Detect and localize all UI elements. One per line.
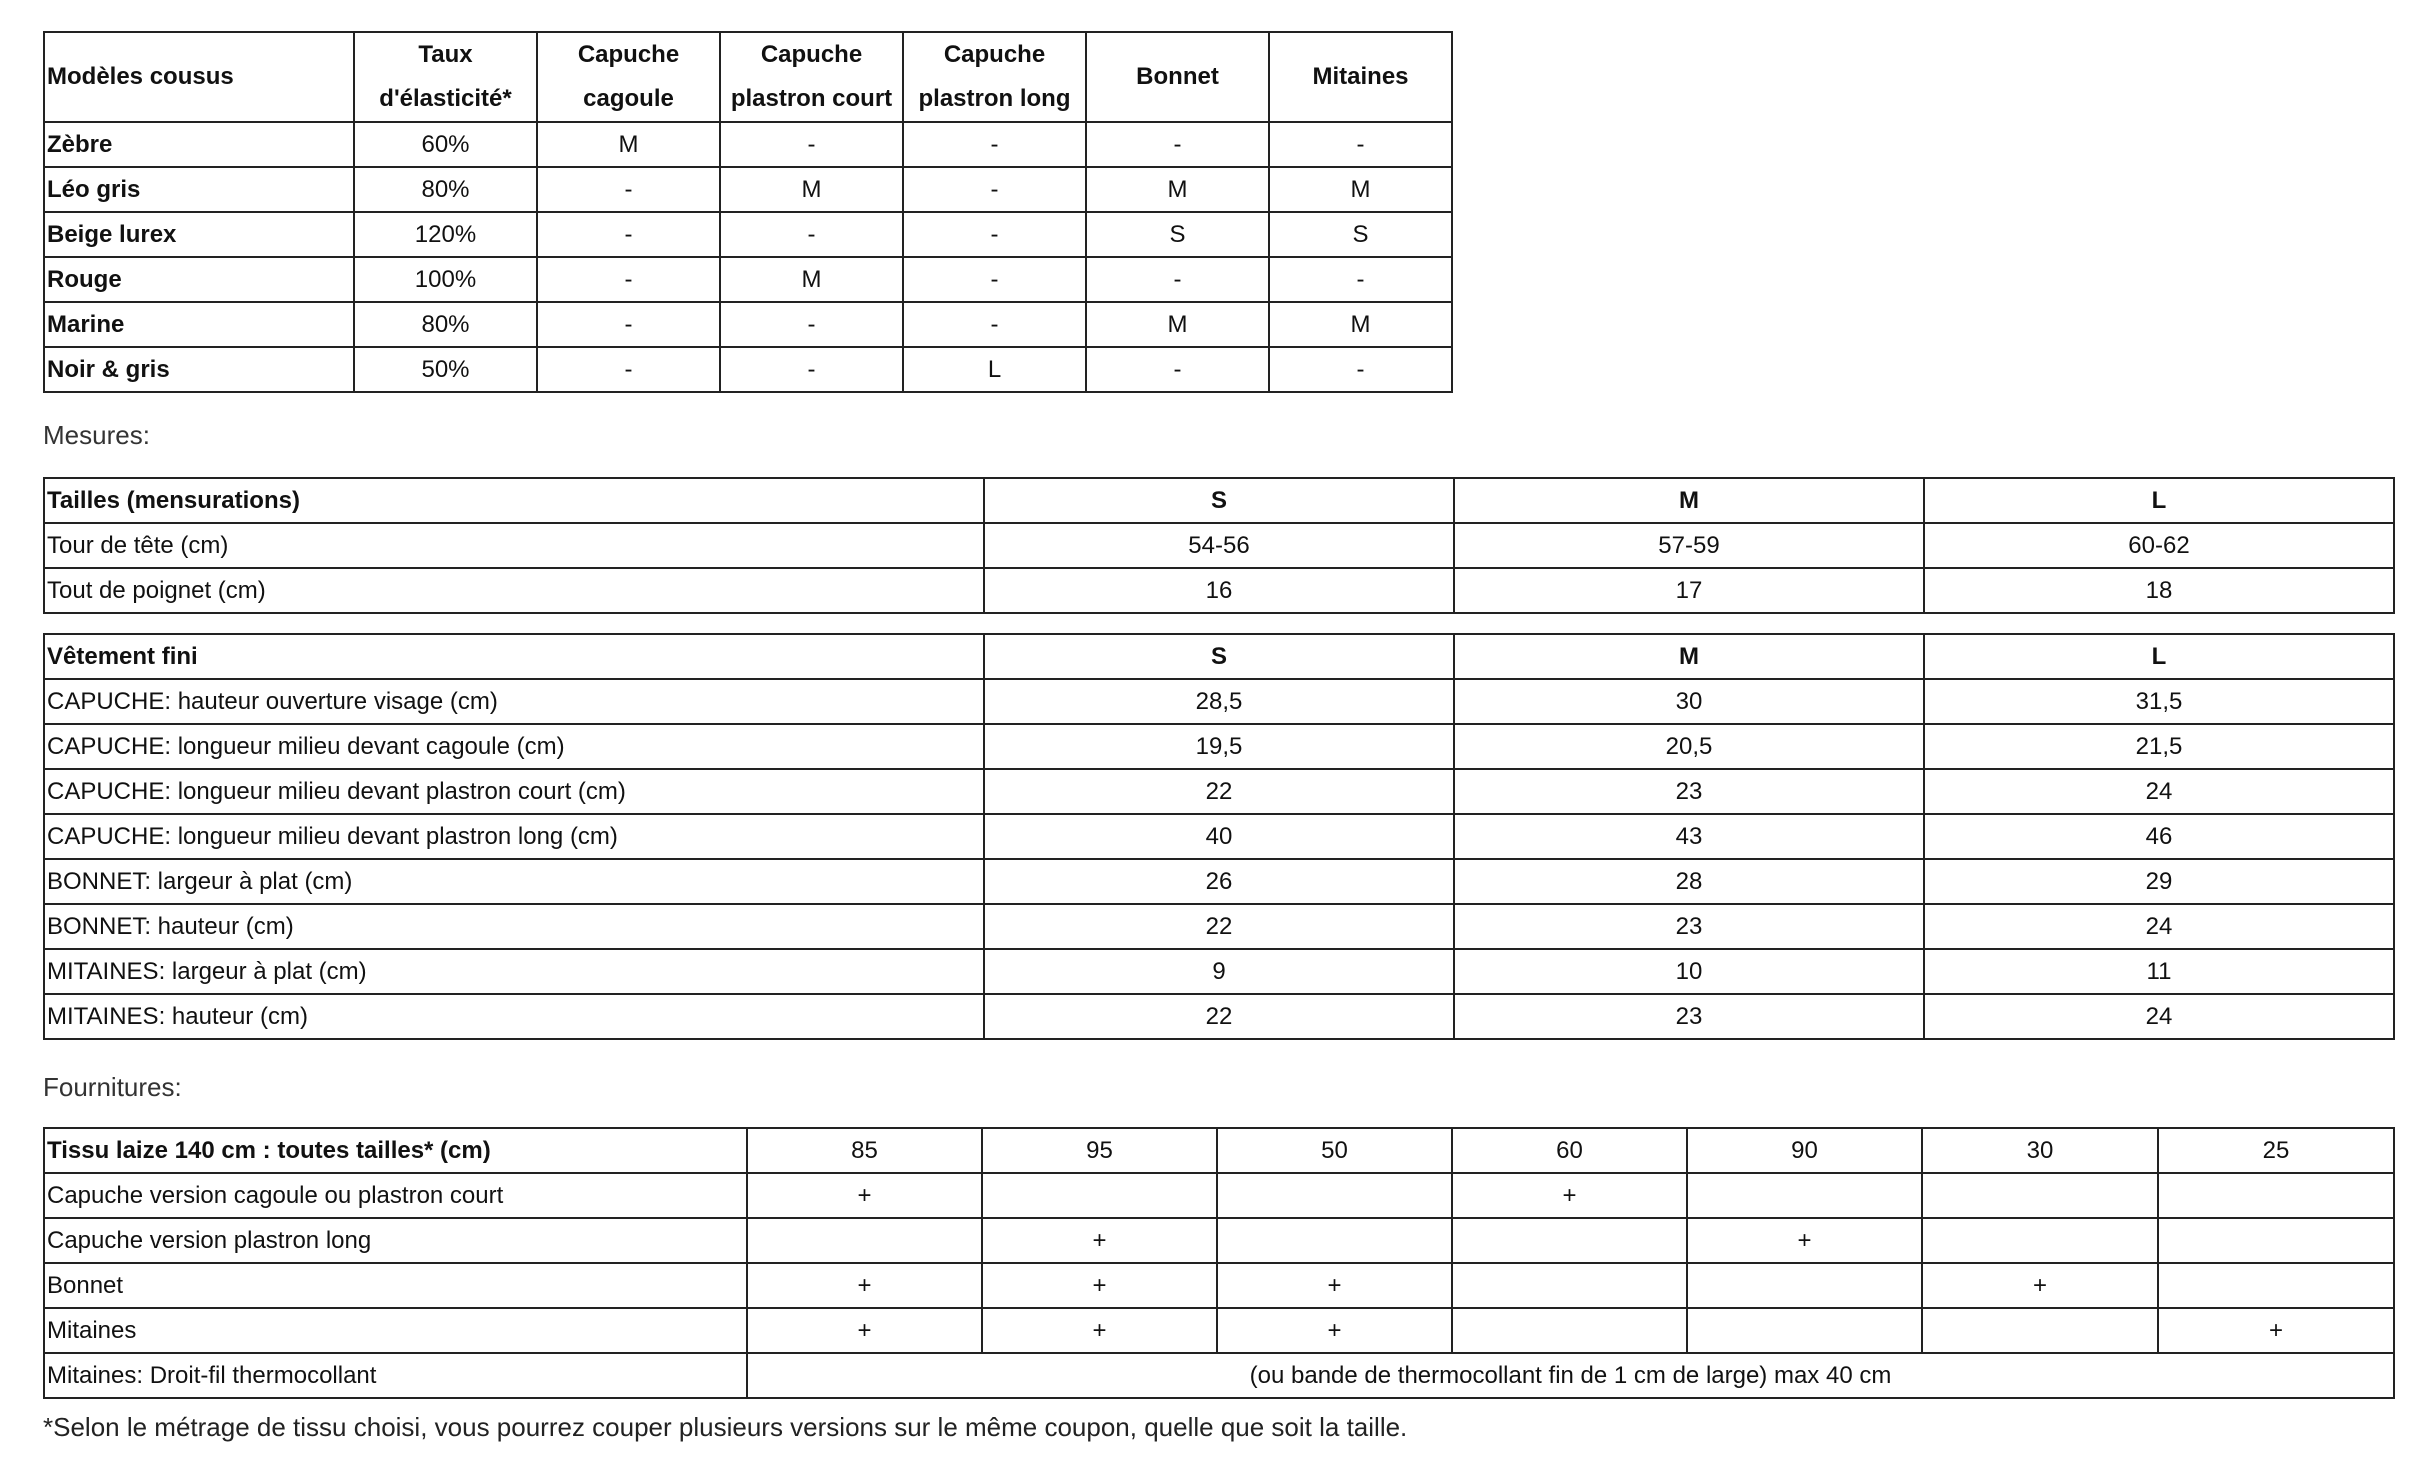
table-cell: 31,5 (1924, 679, 2394, 724)
table-cell: 30 (1454, 679, 1924, 724)
table-cell (1922, 1218, 2158, 1263)
table-row (44, 679, 2394, 724)
table-cell (1217, 1218, 1452, 1263)
table-cell: CAPUCHE: hauteur ouverture visage (cm) (44, 679, 984, 724)
table-row (44, 122, 1452, 167)
table-cell: - (720, 347, 903, 392)
table-cell: + (1687, 1218, 1922, 1263)
table-cell: Zèbre (44, 122, 354, 167)
table-row (44, 302, 1452, 347)
header-cell: 90 (1687, 1128, 1922, 1173)
table-cell: 26 (984, 859, 1454, 904)
table-cell: 22 (984, 994, 1454, 1039)
header-cell: Mitaines (1269, 32, 1452, 122)
sizes-table (43, 477, 2395, 614)
table-cell: - (537, 257, 720, 302)
header-cell: 50 (1217, 1128, 1452, 1173)
table-cell: - (903, 167, 1086, 212)
table-cell: - (1269, 257, 1452, 302)
table-cell (1452, 1218, 1687, 1263)
table-cell: S (1269, 212, 1452, 257)
table-cell: 50% (354, 347, 537, 392)
models-table (43, 31, 1453, 393)
table-cell: M (1086, 167, 1269, 212)
table-cell: Rouge (44, 257, 354, 302)
table-cell: 54-56 (984, 523, 1454, 568)
table-cell: 22 (984, 904, 1454, 949)
header-cell: 25 (2158, 1128, 2394, 1173)
table-cell: 23 (1454, 904, 1924, 949)
table-cell: - (903, 122, 1086, 167)
table-cell (2158, 1218, 2394, 1263)
table-cell: MITAINES: hauteur (cm) (44, 994, 984, 1039)
models-table-body (44, 122, 1452, 392)
table-cell: - (903, 257, 1086, 302)
table-row (44, 212, 1452, 257)
models-header-row (44, 32, 1452, 122)
table-cell: Noir & gris (44, 347, 354, 392)
table-cell: + (1922, 1263, 2158, 1308)
header-cell: Capuche cagoule (537, 32, 720, 122)
table-row (44, 568, 2394, 613)
finished-table-body (44, 679, 2394, 1039)
header-cell: Tailles (mensurations) (44, 478, 984, 523)
finished-header-row (44, 634, 2394, 679)
header-cell: Taux d'élasticité* (354, 32, 537, 122)
table-cell: CAPUCHE: longueur milieu devant plastron long (cm) (44, 814, 984, 859)
table-cell: + (747, 1263, 982, 1308)
table-cell: Léo gris (44, 167, 354, 212)
header-cell: Bonnet (1086, 32, 1269, 122)
table-cell: Capuche version cagoule ou plastron court (44, 1173, 747, 1218)
table-cell: - (1086, 257, 1269, 302)
header-cell: Capuche plastron long (903, 32, 1086, 122)
table-row (44, 167, 1452, 212)
table-cell: + (982, 1218, 1217, 1263)
header-cell: 60 (1452, 1128, 1687, 1173)
table-cell: + (1217, 1308, 1452, 1353)
table-cell: M (720, 167, 903, 212)
header-cell: M (1454, 478, 1924, 523)
table-cell (1922, 1308, 2158, 1353)
table-row (44, 769, 2394, 814)
table-cell: - (903, 212, 1086, 257)
header-cell: L (1924, 478, 2394, 523)
header-cell: S (984, 478, 1454, 523)
table-cell: - (903, 302, 1086, 347)
table-cell: - (720, 212, 903, 257)
sizes-table-body (44, 523, 2394, 613)
table-row (44, 1263, 2394, 1308)
table-cell: + (982, 1263, 1217, 1308)
table-cell: CAPUCHE: longueur milieu devant plastron court (cm) (44, 769, 984, 814)
table-row (44, 949, 2394, 994)
table-cell: 20,5 (1454, 724, 1924, 769)
table-cell: 10 (1454, 949, 1924, 994)
table-cell: 23 (1454, 769, 1924, 814)
header-cell: Capuche plastron court (720, 32, 903, 122)
table-cell: 80% (354, 302, 537, 347)
table-row (44, 257, 1452, 302)
table-cell: + (747, 1173, 982, 1218)
table-cell: BONNET: hauteur (cm) (44, 904, 984, 949)
table-row (44, 994, 2394, 1039)
table-cell (1922, 1173, 2158, 1218)
table-cell: Bonnet (44, 1263, 747, 1308)
table-cell: Tout de poignet (cm) (44, 568, 984, 613)
table-cell: + (2158, 1308, 2394, 1353)
table-row (44, 523, 2394, 568)
table-cell: 46 (1924, 814, 2394, 859)
table-cell: L (903, 347, 1086, 392)
table-cell: 23 (1454, 994, 1924, 1039)
supplies-table-body (44, 1173, 2394, 1353)
table-cell (1687, 1263, 1922, 1308)
table-row (44, 904, 2394, 949)
table-cell: M (1269, 167, 1452, 212)
table-cell: 57-59 (1454, 523, 1924, 568)
table-cell: 24 (1924, 994, 2394, 1039)
header-cell: 30 (1922, 1128, 2158, 1173)
table-cell (2158, 1173, 2394, 1218)
table-cell (1452, 1308, 1687, 1353)
table-cell: (ou bande de thermocollant fin de 1 cm de large) max 40 cm (747, 1353, 2394, 1398)
table-cell: 60-62 (1924, 523, 2394, 568)
table-cell: 120% (354, 212, 537, 257)
table-cell: - (537, 212, 720, 257)
table-cell: + (1452, 1173, 1687, 1218)
table-cell: - (537, 347, 720, 392)
table-cell: 28,5 (984, 679, 1454, 724)
table-cell: Marine (44, 302, 354, 347)
table-cell: 28 (1454, 859, 1924, 904)
sizes-header-row (44, 478, 2394, 523)
table-cell: 17 (1454, 568, 1924, 613)
finished-table (43, 633, 2395, 1040)
table-cell: M (1269, 302, 1452, 347)
table-cell: 9 (984, 949, 1454, 994)
header-cell: Vêtement fini (44, 634, 984, 679)
table-cell: 24 (1924, 769, 2394, 814)
table-cell (1687, 1308, 1922, 1353)
table-cell: - (1086, 347, 1269, 392)
table-cell: - (537, 167, 720, 212)
table-cell: 80% (354, 167, 537, 212)
table-cell: M (720, 257, 903, 302)
table-cell: Mitaines (44, 1308, 747, 1353)
table-cell: - (720, 122, 903, 167)
table-cell: S (1086, 212, 1269, 257)
table-row (44, 859, 2394, 904)
header-cell: 85 (747, 1128, 982, 1173)
table-row (44, 347, 1452, 392)
table-cell: 24 (1924, 904, 2394, 949)
table-cell (747, 1218, 982, 1263)
table-cell: M (537, 122, 720, 167)
table-cell: M (1086, 302, 1269, 347)
supplies-table (43, 1127, 2395, 1399)
header-cell: S (984, 634, 1454, 679)
table-cell: Tour de tête (cm) (44, 523, 984, 568)
table-cell: Capuche version plastron long (44, 1218, 747, 1263)
table-cell (1217, 1173, 1452, 1218)
header-cell: M (1454, 634, 1924, 679)
header-cell: L (1924, 634, 2394, 679)
table-cell: 21,5 (1924, 724, 2394, 769)
supplies-header-row (44, 1128, 2394, 1173)
table-cell: CAPUCHE: longueur milieu devant cagoule (cm) (44, 724, 984, 769)
table-cell: - (1269, 347, 1452, 392)
table-cell: 40 (984, 814, 1454, 859)
table-cell: Mitaines: Droit-fil thermocollant (44, 1353, 747, 1398)
table-cell: + (1217, 1263, 1452, 1308)
table-row (44, 724, 2394, 769)
table-cell: 11 (1924, 949, 2394, 994)
table-cell: 29 (1924, 859, 2394, 904)
table-cell (1687, 1173, 1922, 1218)
table-cell (2158, 1263, 2394, 1308)
table-cell: + (747, 1308, 982, 1353)
table-cell (982, 1173, 1217, 1218)
table-cell: - (720, 302, 903, 347)
table-cell: 16 (984, 568, 1454, 613)
table-row (44, 1218, 2394, 1263)
table-cell: + (982, 1308, 1217, 1353)
table-cell: 22 (984, 769, 1454, 814)
table-cell: 100% (354, 257, 537, 302)
mesures-label: Mesures: (43, 420, 150, 450)
table-row (44, 814, 2394, 859)
table-row (44, 1173, 2394, 1218)
fournitures-label: Fournitures: (43, 1072, 182, 1102)
table-row (44, 1308, 2394, 1353)
table-cell: 18 (1924, 568, 2394, 613)
table-cell: BONNET: largeur à plat (cm) (44, 859, 984, 904)
table-cell: 43 (1454, 814, 1924, 859)
table-cell (1452, 1263, 1687, 1308)
table-cell: 60% (354, 122, 537, 167)
table-cell: - (537, 302, 720, 347)
table-cell: - (1086, 122, 1269, 167)
header-cell: Modèles cousus (44, 32, 354, 122)
table-cell: 19,5 (984, 724, 1454, 769)
header-cell: 95 (982, 1128, 1217, 1173)
table-cell: Beige lurex (44, 212, 354, 257)
table-cell: - (1269, 122, 1452, 167)
supplies-last-row (44, 1353, 2394, 1398)
footnote: *Selon le métrage de tissu choisi, vous pourrez couper plusieurs versions sur le même coupon, quelle que soit la taille. (43, 1412, 1408, 1442)
header-cell: Tissu laize 140 cm : toutes tailles* (cm) (44, 1128, 747, 1173)
table-cell: MITAINES: largeur à plat (cm) (44, 949, 984, 994)
